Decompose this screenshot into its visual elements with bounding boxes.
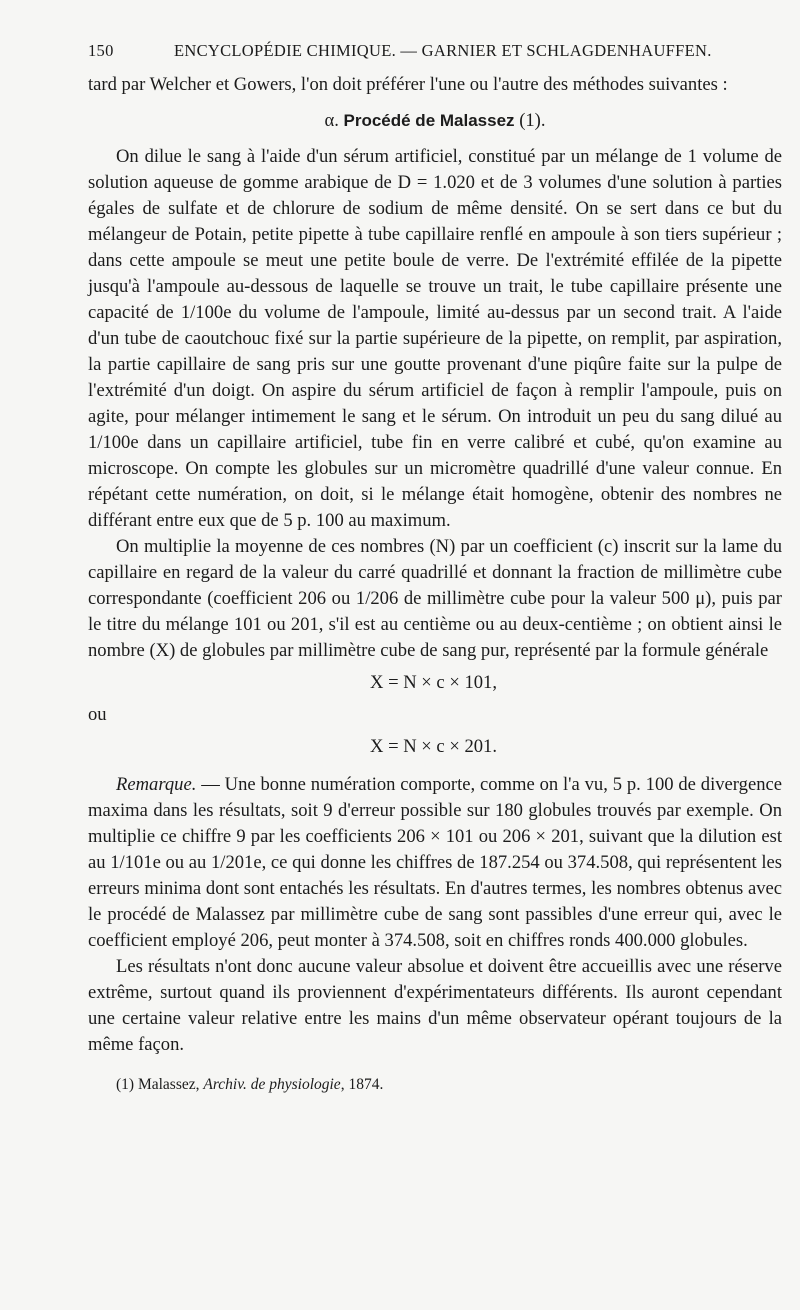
formula-separator: ou	[88, 704, 107, 725]
intro-text: tard par Welcher et Gowers, l'on doit préférer l'une ou l'autre des méthodes suivantes :	[88, 74, 728, 95]
footnote-journal: Archiv. de physiologie	[203, 1076, 341, 1093]
running-header	[88, 38, 782, 72]
remark-text: — Une bonne numération comporte, comme on l'a vu, 5 p. 100 de divergence maxima dans les résultats, soit 9 d'erreur possible sur 180 globules trouvés par exemple. On multiplie ce chiffre 9 par les coefficients 206 × 101 ou 206 × 201, suivant que la dilution est au 1/101e ou au 1/201e, ce qui donne les chiffres de 187.254 ou 374.508, qui représentent les erreurs minima dont sont entachés les résultats. En d'autres termes, les nombres obtenus avec le procédé de Malassez par millimètre cube de sang sont passibles d'une erreur qui, avec le coefficient employé 206, peut monter à 374.508, soit en chiffres ronds 400.000 globules.	[88, 774, 782, 951]
footnote	[88, 1072, 782, 1098]
running-title: ENCYCLOPÉDIE CHIMIQUE. — GARNIER ET SCHLAGDENHAUFFEN.	[174, 41, 712, 60]
paragraph-procedure: On dilue le sang à l'aide d'un sérum artificiel, constitué par un mélange de 1 volume de solution aqueuse de gomme arabique de D = 1.020 et de 3 volumes d'une solution à parties égales de sulfate et de chlorure de sodium de même densité. On se sert dans ce but du mélangeur de Potain, petite pipette à tube capillaire renflé en ampoule à son tiers supérieur ; dans cette ampoule se meut une petite boule de verre. De l'extrémité effilée de la pipette jusqu'à l'ampoule au-dessous de laquelle se trouve un trait, le tube capillaire présente une capacité de 1/100e du volume de l'ampoule, limité au-dessus par un second trait. A l'aide d'un tube de caoutchouc fixé sur la partie supérieure de la pipette, on remplit, par aspiration, la partie capillaire de sang pris sur une goutte provenant d'une piqûre faite sur la pulpe de l'extrémité d'un doigt. On aspire du sérum artificiel de façon à remplir l'ampoule, puis on agite, pour mélanger intimement le sang et le sérum. On introduit un peu du sang dilué au 1/100e dans un capillaire artificiel, tube fin en verre calibré et cubé, qu'on examine au microscope. On compte les globules sur un micromètre quadrillé d'une valeur connue. En répétant cette numération, on doit, si le mélange était homogène, obtenir des nombres ne différant entre eux que de 5 p. 100 au maximum.	[88, 146, 782, 531]
paragraph-conclusion: Les résultats n'ont donc aucune valeur absolue et doivent être accueillis avec une réserve extrême, surtout quand ils proviennent d'expérimentateurs différents. Ils auront cependant une certaine valeur relative entre les mains d'un même observateur opérant toujours de la même façon.	[88, 956, 782, 1055]
formula-201: X = N × c × 201.	[370, 736, 497, 757]
section-prefix: α.	[324, 110, 339, 131]
formula-101: X = N × c × 101,	[370, 672, 497, 693]
page	[88, 38, 782, 1098]
footnote-mark: (1)	[116, 1076, 135, 1093]
footnote-year: , 1874.	[340, 1076, 384, 1093]
section-heading	[88, 108, 782, 134]
footnote-author: Malassez,	[134, 1076, 204, 1093]
paragraph-remark	[88, 772, 782, 954]
remark-label: Remarque.	[116, 774, 197, 795]
footnote-reference: (1).	[519, 110, 546, 131]
section-title: Procédé de Malassez	[343, 111, 515, 130]
paragraph-calculation: On multiplie la moyenne de ces nombres (N) par un coefficient (c) inscrit sur la lame du capillaire en regard de la valeur du carré quadrillé et donnant la fraction de millimètre cube correspondante (coefficient 206 ou 1/206 de millimètre cube pour la valeur 500 μ), puis par le titre du mélange 101 ou 201, s'il est au centième ou au deux-centième ; on obtient ainsi le nombre (X) de globules par millimètre cube de sang pur, représenté par la formule générale	[88, 536, 782, 661]
page-number: 150	[88, 41, 114, 60]
